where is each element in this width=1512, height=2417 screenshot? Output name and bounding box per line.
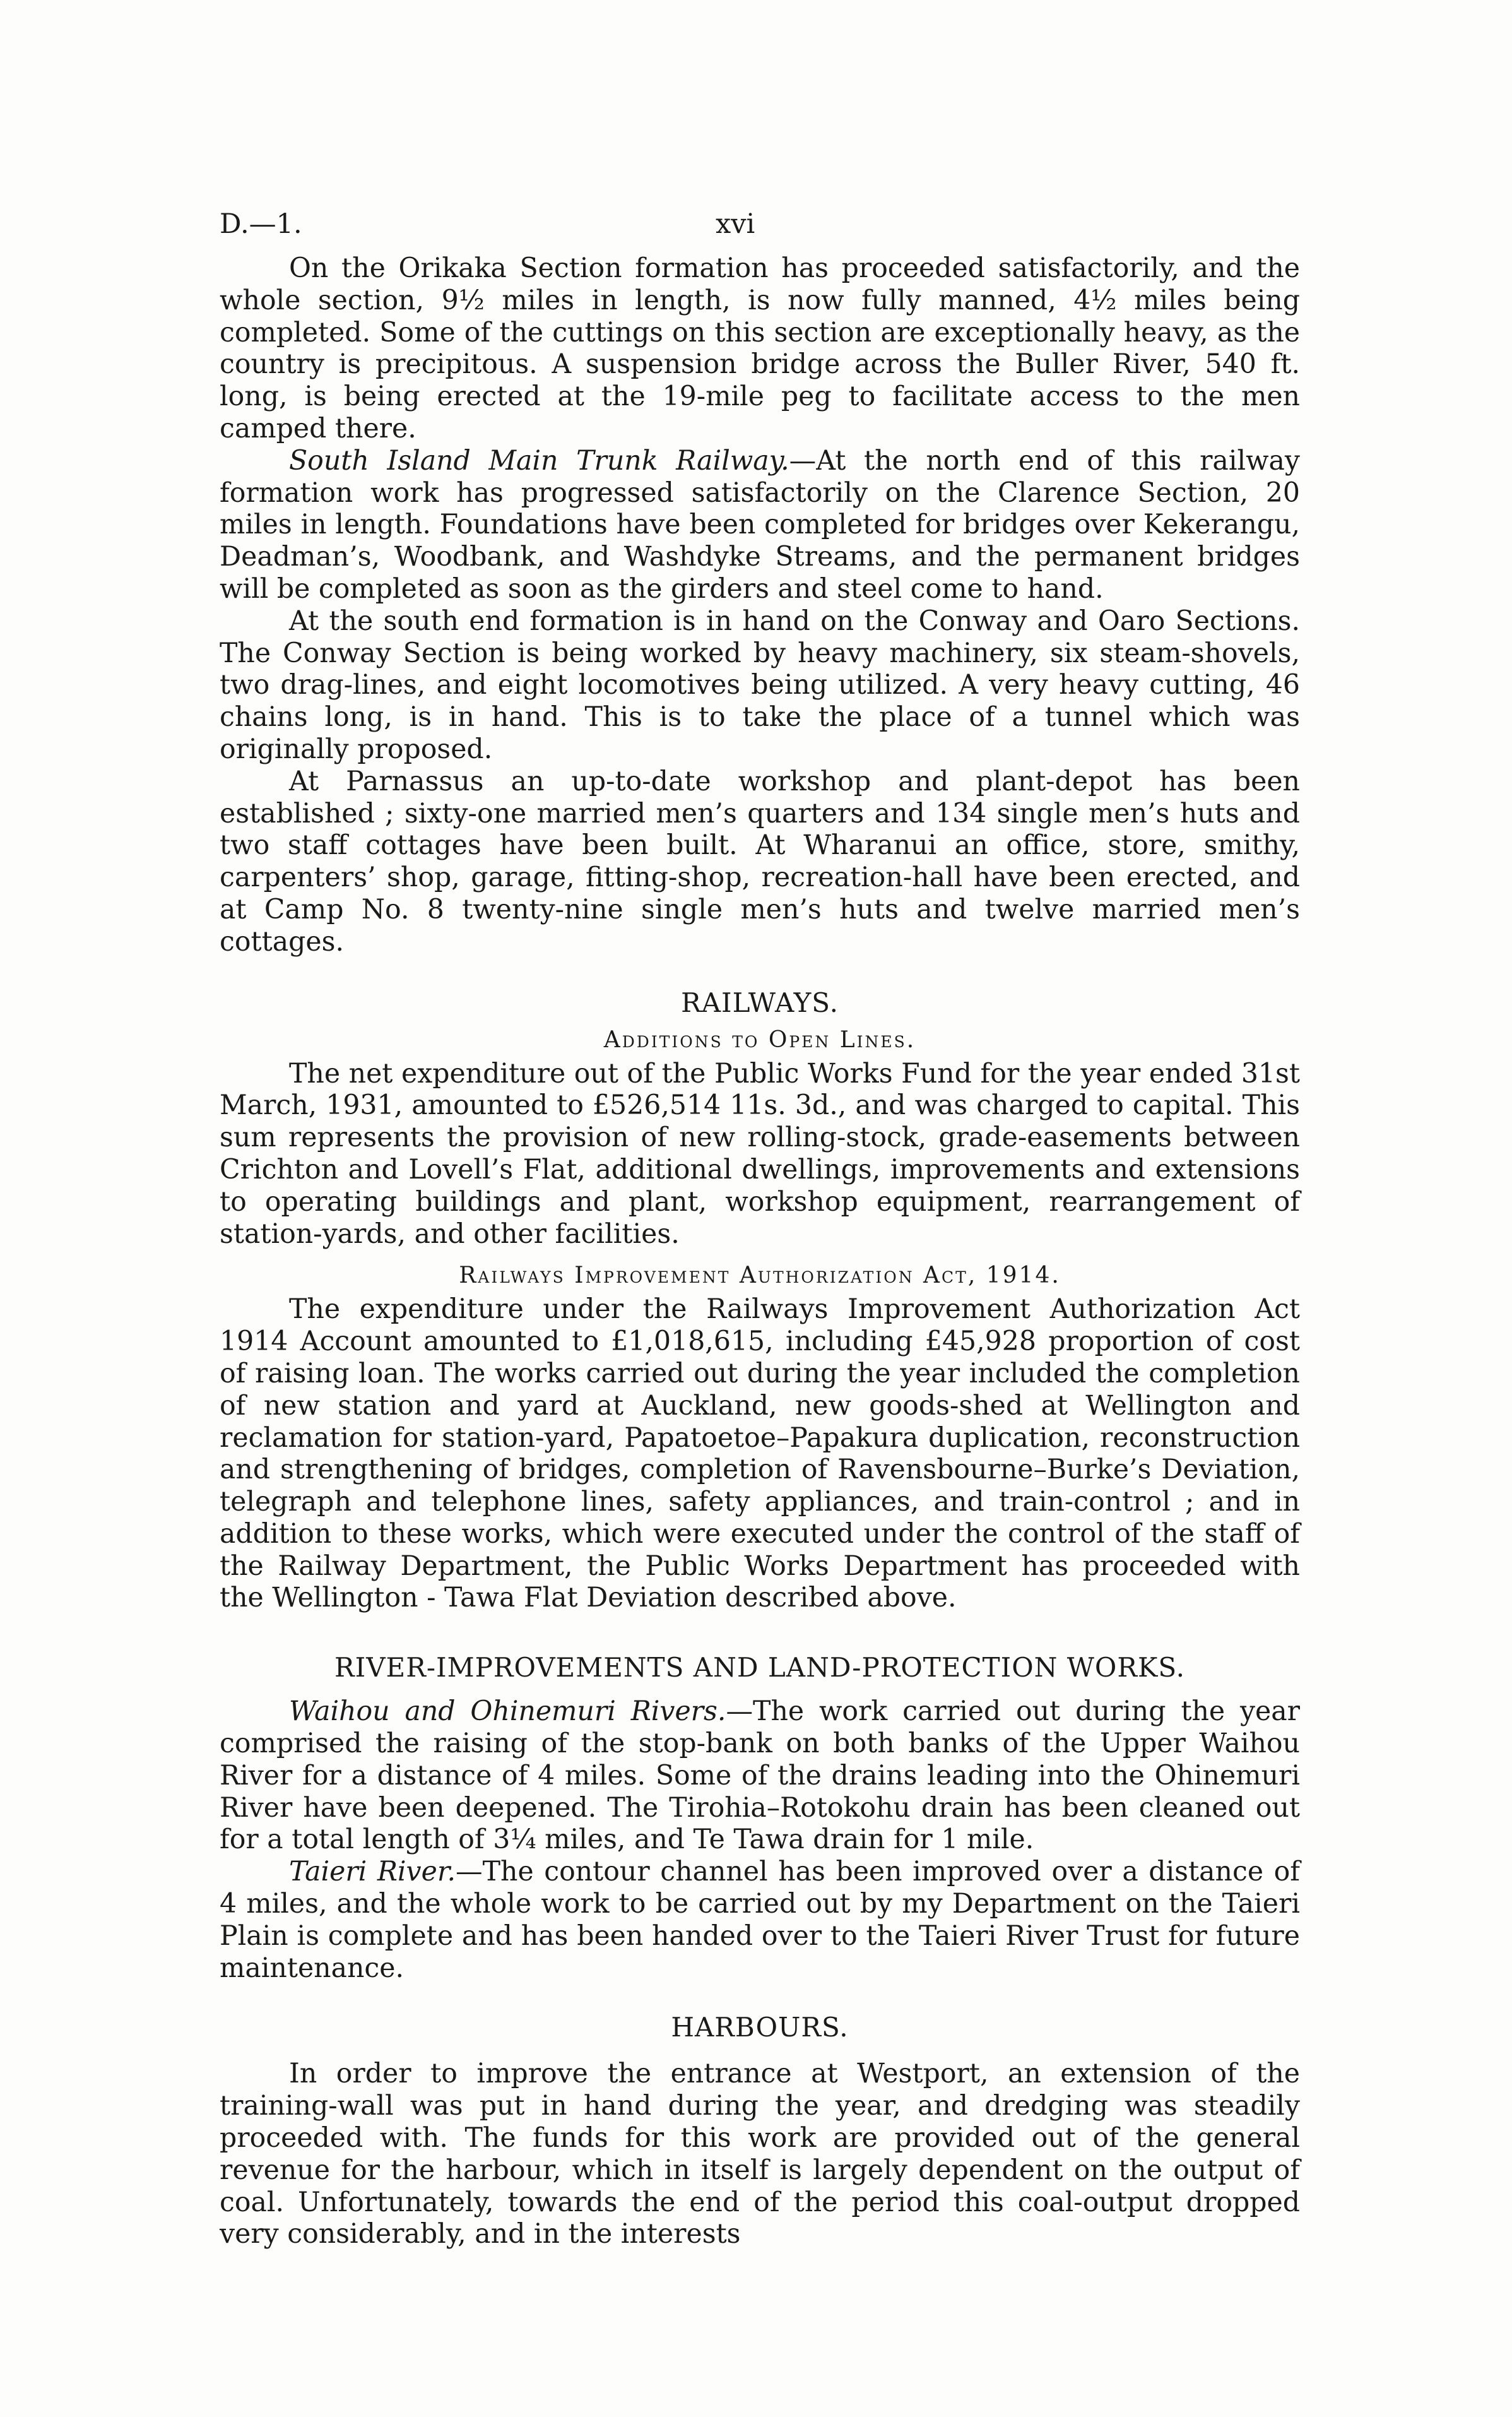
waihou-paragraph — [220, 1695, 1300, 1856]
document-page — [220, 208, 1300, 2250]
railways-expenditure-paragraph: The net expenditure out of the Public Works Fund for the year ended 31st March, 1931, amounted to £526,514 11s. 3d., and was charged to capital. This sum represents the provision of new rolling-stock, grade-easements between Crichton and Lovell’s Flat, additional dwellings, improvements and extensions to operating buildings and plant, workshop equipment, rearrangement of station-yards, and other facilities. — [220, 1057, 1300, 1250]
document-reference: D.—1. — [220, 208, 302, 240]
taieri-lead: Taieri River. — [289, 1856, 456, 1888]
authorization-act-paragraph: The expenditure under the Railways Improvement Authorization Act 1914 Account amounted to £1,018,615, including £45,928 proportion of cost of raising loan. The works carried out during the year included the completion of new station and yard at Auckland, new goods-shed at Wellington and reclamation for station-yard, Papatoetoe–Papakura duplication, reconstruction and strengthening of bridges, completion of Ravensbourne–Burke’s Deviation, telegraph and telephone lines, safety appliances, and train-control ; and in addition to these works, which were executed under the control of the staff of the Railway Department, the Public Works Department has proceeded with the Wellington - Tawa Flat Deviation described above. — [220, 1293, 1300, 1614]
harbours-heading: HARBOURS. — [671, 2012, 849, 2043]
orikaka-paragraph: On the Orikaka Section formation has proceeded satisfactorily, and the whole section, 9½ miles in length, is now fully manned, 4½ miles being completed. Some of the cuttings on this section are exceptionally heavy, as the country is precipitous. A suspension bridge across the Buller River, 540 ft. long, is being erected at the 19-mile peg to facilitate access to the men camped there. — [220, 252, 1300, 444]
westport-paragraph: In order to improve the entrance at Westport, an extension of the training-wall was put in hand during the year, and dredging was steadily proceeded with. The funds for this work are provided out of the general revenue for the harbour, which in itself is largely dependent on the output of coal. Unfortunately, towards the end of the period this coal-output dropped very considerably, and in the interests — [220, 2058, 1300, 2250]
river-improvements-heading: RIVER-IMPROVEMENTS AND LAND-PROTECTION WORKS. — [334, 1652, 1185, 1684]
authorization-act-subheading: Railways Improvement Authorization Act, 1914. — [459, 1262, 1061, 1289]
additions-subheading: Additions to Open Lines. — [603, 1026, 916, 1053]
waihou-lead: Waihou and Ohinemuri Rivers. — [289, 1695, 726, 1728]
main-trunk-lead: South Island Main Trunk Railway. — [289, 444, 789, 477]
page-header — [220, 208, 1300, 252]
page-number: xvi — [716, 208, 755, 240]
main-trunk-paragraph — [220, 445, 1300, 605]
railways-heading: RAILWAYS. — [681, 987, 839, 1018]
taieri-text: —The contour channel has been improved over a distance of 4 miles, and the whole work to be carried out by my Department on the Taieri Plain is complete and has been handed over to the Taieri River Trust for future maintenance. — [220, 1856, 1300, 1984]
parnassus-paragraph: At Parnassus an up-to-date workshop and plant-depot has been established ; sixty-one married men’s quarters and 134 single men’s huts and two staff cottages have been built. At Wharanui an office, store, smithy, carpenters’ shop, garage, fitting-shop, recreation-hall have been erected, and at Camp No. 8 twenty-nine single men’s huts and twelve married men’s cottages. — [220, 765, 1300, 958]
taieri-paragraph — [220, 1856, 1300, 1984]
waihou-text: —The work carried out during the year comprised the raising of the stop-bank on both banks of the Upper Waihou River for a distance of 4 miles. Some of the drains leading into the Ohinemuri River have been deepened. The Tirohia–Rotokohu drain has been cleaned out for a total length of 3¼ miles, and Te Tawa drain for 1 mile. — [220, 1695, 1301, 1856]
conway-paragraph: At the south end formation is in hand on the Conway and Oaro Sections. The Conway Section is being worked by heavy machinery, six steam-shovels, two drag-lines, and eight locomotives being utilized. A very heavy cutting, 46 chains long, is in hand. This is to take the place of a tunnel which was originally proposed. — [220, 605, 1300, 765]
main-trunk-text: —At the north end of this railway formation work has progressed satisfactorily on the Clarence Section, 20 miles in length. Foundations have been completed for bridges over Kekerangu, Deadman’s, Woodbank, and Washdyke Streams, and the permanent bridges will be completed as soon as the girders and steel come to hand. — [220, 444, 1300, 605]
